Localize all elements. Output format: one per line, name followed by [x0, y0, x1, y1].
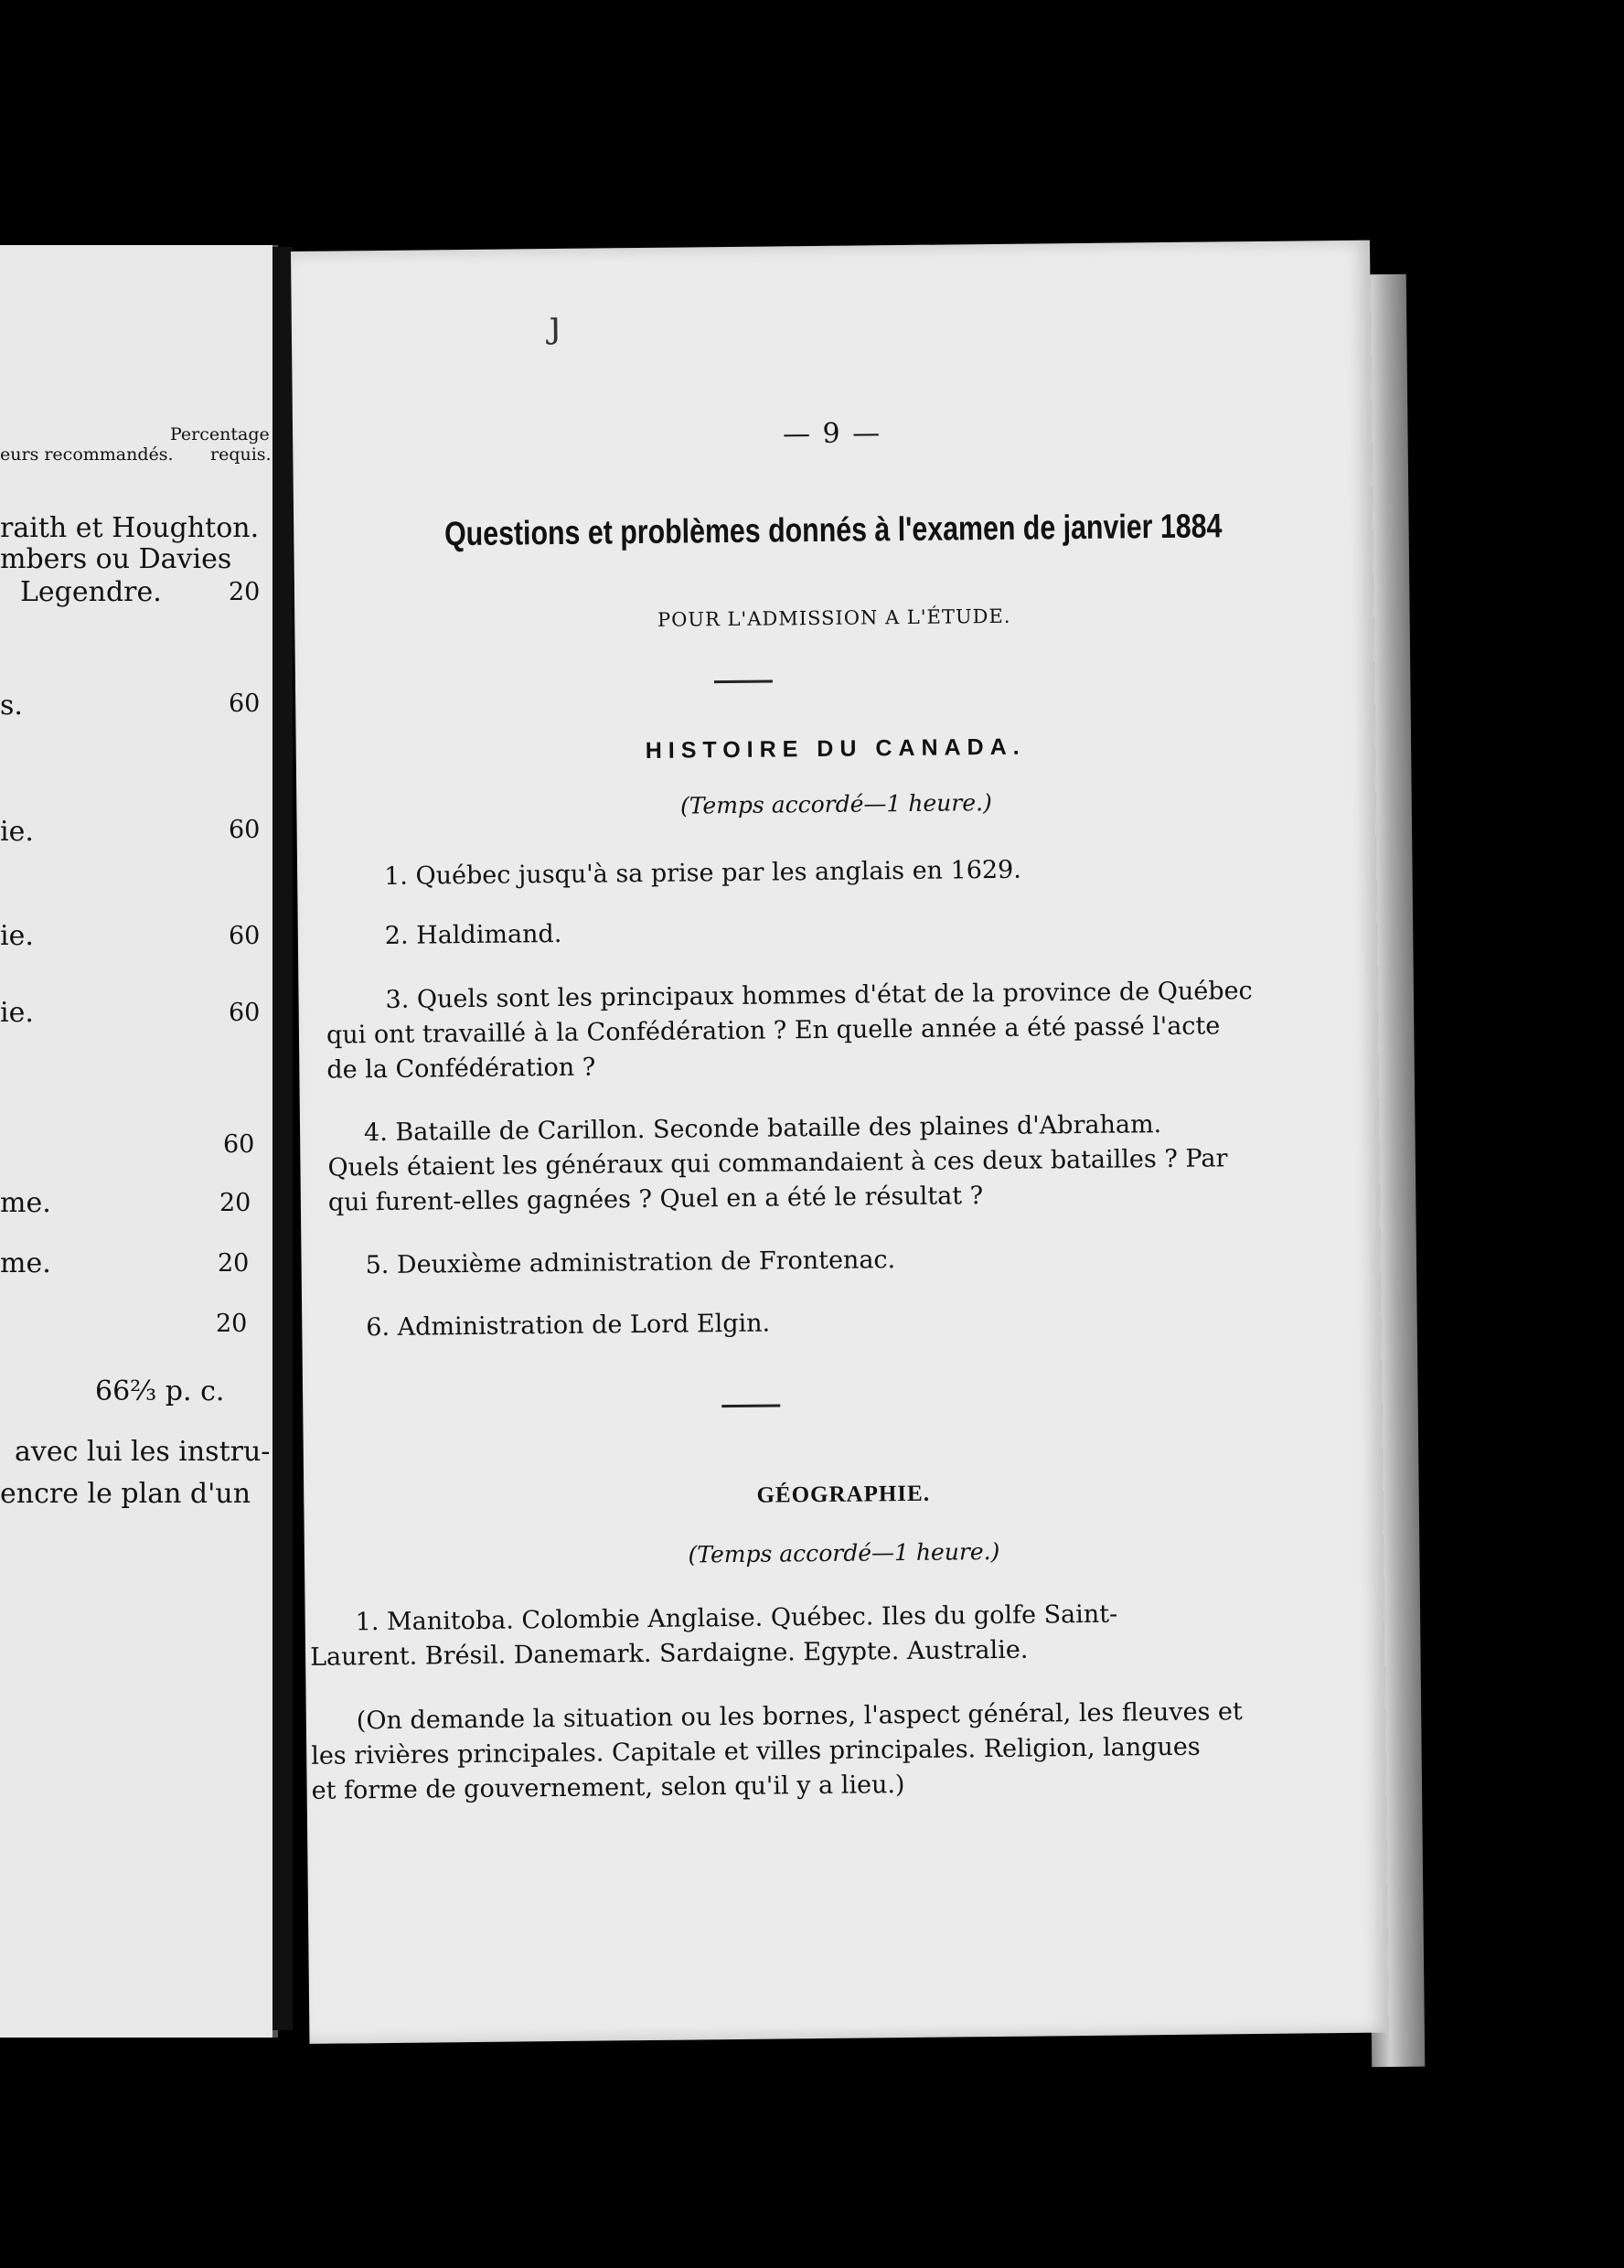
history-time-allowed: (Temps accordé—1 heure.): [679, 789, 992, 819]
left-number: 20: [229, 578, 261, 606]
left-number: 60: [229, 690, 261, 718]
question-item: les rivières principales. Capitale et villes principales. Religion, langues: [311, 1732, 1201, 1771]
left-line: s.: [0, 690, 23, 722]
left-line: ie.: [0, 920, 34, 952]
geography-time-allowed: (Temps accordé—1 heure.): [688, 1537, 1000, 1568]
question-item: (On demande la situation ou les bornes, l'aspect général, les fleuves et: [356, 1697, 1243, 1736]
question-item: et forme de gouvernement, selon qu'il y a lieu.): [311, 1771, 905, 1805]
question-item: 1. Québec jusqu'à sa prise par les anglais en 1629.: [384, 855, 1022, 891]
question-item: 1. Manitoba. Colombie Anglaise. Québec. Iles du golfe Saint-: [355, 1599, 1118, 1637]
question-item: de la Confédération ?: [326, 1053, 596, 1085]
page-title: Questions et problèmes donnés à l'examen de janvier 1884: [443, 507, 1223, 553]
left-line: avec lui les instru-: [15, 1436, 271, 1468]
left-line: 66⅔ p. c.: [95, 1375, 225, 1407]
left-number: 20: [219, 1189, 251, 1217]
question-item: 3. Quels sont les principaux hommes d'état de la province de Québec: [385, 977, 1253, 1014]
book-gutter: [272, 247, 293, 2030]
section-divider: [721, 1404, 780, 1407]
left-number: 60: [229, 816, 261, 844]
left-number: 60: [229, 999, 261, 1027]
left-header-percentage: Percentage: [170, 424, 270, 444]
section-divider: [714, 680, 773, 684]
history-heading: HISTOIRE DU CANADA.: [645, 733, 1026, 764]
left-line: me.: [0, 1247, 51, 1279]
question-item: Laurent. Brésil. Danemark. Sardaigne. Egypte. Australie.: [309, 1635, 1029, 1672]
page-subtitle: POUR L'ADMISSION A L'ÉTUDE.: [657, 604, 1011, 631]
right-page: [291, 241, 1388, 2044]
left-line: raith et Houghton.: [0, 512, 260, 544]
left-number: 60: [223, 1130, 255, 1159]
question-item: 2. Haldimand.: [384, 919, 562, 950]
left-line: Legendre.: [20, 576, 162, 608]
left-header-column: eurs recommandés.: [0, 444, 174, 465]
left-number: 20: [216, 1310, 248, 1338]
question-item: 5. Deuxième administration de Frontenac.: [365, 1246, 896, 1280]
left-line: me.: [0, 1187, 51, 1219]
question-item: Quels étaient les généraux qui commandaient à ces deux batailles ? Par: [327, 1144, 1228, 1182]
left-facing-page: [0, 245, 278, 2038]
question-item: qui furent-elles gagnées ? Quel en a été le résultat ?: [327, 1182, 984, 1217]
question-item: 4. Bataille de Carillon. Seconde bataille des plaines d'Abraham.: [363, 1110, 1162, 1148]
left-line: encre le plan d'un: [0, 1478, 251, 1510]
handwritten-mark: ȷ: [549, 303, 561, 347]
left-line: ie.: [0, 997, 34, 1029]
left-number: 60: [229, 922, 261, 950]
left-number: 20: [218, 1249, 250, 1278]
geography-heading: GÉOGRAPHIE.: [756, 1481, 931, 1508]
left-line: ie.: [0, 816, 34, 848]
left-line: mbers ou Davies: [0, 543, 232, 575]
question-item: qui ont travaillé à la Confédération ? En quelle année a été passé l'acte: [326, 1011, 1221, 1050]
left-header-required: requis.: [210, 444, 272, 465]
question-item: 6. Administration de Lord Elgin.: [366, 1309, 771, 1343]
page-number: — 9 —: [782, 417, 882, 451]
